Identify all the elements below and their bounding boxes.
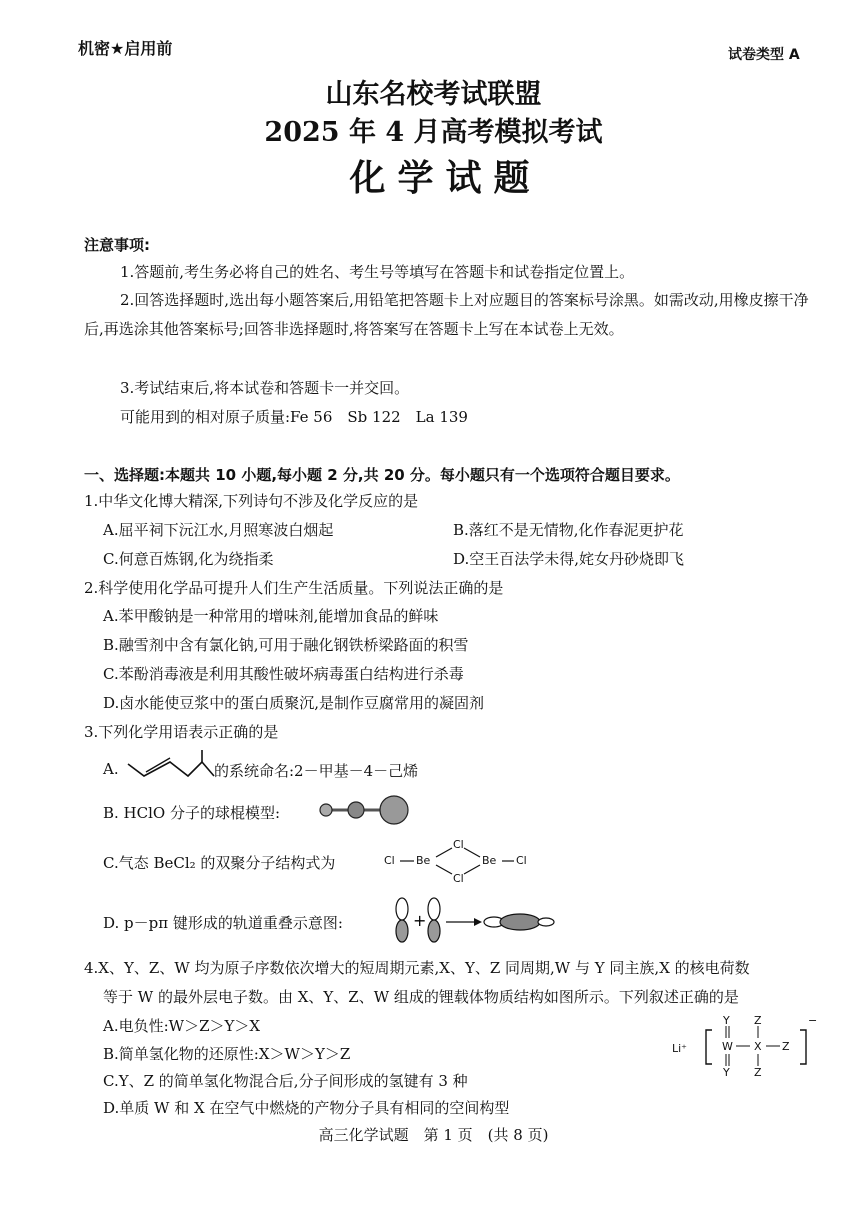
- question-4-option-b: B.简单氢化物的还原性:X＞W＞Y＞Z: [103, 1045, 351, 1063]
- struct-y-top: Y: [723, 1014, 730, 1027]
- struct-be-left: Be: [416, 854, 431, 867]
- struct-z-bottom: Z: [754, 1066, 762, 1079]
- struct-cl-top: Cl: [453, 838, 464, 851]
- struct-cl-left: Cl: [384, 854, 395, 867]
- question-1-option-c: C.何意百炼钢,化为绕指柔: [103, 550, 274, 568]
- exam-name-title: 2025 年 4 月高考模拟考试: [264, 117, 603, 148]
- struct-z-right: Z: [782, 1040, 790, 1053]
- notice-item-3: 3.考试结束后,将本试卷和答题卡一并交回。: [120, 379, 410, 397]
- notice-item-1: 1.答题前,考生务必将自己的姓名、考生号等填写在答题卡和试卷指定位置上。: [120, 263, 635, 281]
- struct-x: X: [754, 1040, 762, 1053]
- section-heading: 一、选择题:本题共 10 小题,每小题 2 分,共 20 分。每小题只有一个选项符合题目要求。: [84, 466, 680, 484]
- struct-li-ion: Li⁺: [672, 1042, 687, 1055]
- skeletal-formula-image: [124, 750, 216, 782]
- ball-and-stick-model-image: [312, 794, 412, 826]
- subject-title: 化学试题: [349, 157, 542, 199]
- question-4-option-a: A.电负性:W＞Z＞Y＞X: [103, 1017, 261, 1035]
- question-1-stem: 1.中华文化博大精深,下列诗句不涉及化学反应的是: [84, 492, 419, 510]
- question-3-option-a-label: A.: [103, 760, 119, 778]
- svg-text:+: +: [413, 911, 427, 930]
- question-2-option-a: A.苯甲酸钠是一种常用的增味剂,能增加食品的鲜味: [103, 607, 439, 625]
- question-3-stem: 3.下列化学用语表示正确的是: [84, 723, 279, 741]
- question-2-stem: 2.科学使用化学品可提升人们生产生活质量。下列说法正确的是: [84, 579, 504, 597]
- atomic-mass-line: 可能用到的相对原子质量:Fe 56 Sb 122 La 139: [120, 408, 468, 426]
- question-3-option-c-text: C.气态 BeCl₂ 的双聚分子结构式为: [103, 854, 336, 872]
- struct-be-right: Be: [482, 854, 497, 867]
- confidential-label: 机密★启用前: [78, 39, 173, 58]
- notice-heading: 注意事项:: [84, 236, 150, 254]
- struct-w: W: [722, 1040, 733, 1053]
- question-2-option-c: C.苯酚消毒液是利用其酸性破坏病毒蛋白结构进行杀毒: [103, 665, 464, 683]
- question-1-option-a: A.屈平祠下沅江水,月照寒波白烟起: [103, 521, 334, 539]
- question-4-stem-line-1: 4.X、Y、Z、W 均为原子序数依次增大的短周期元素,X、Y、Z 同周期,W 与 Y 同主族,X 的核电荷数: [84, 959, 750, 977]
- struct-charge: −: [808, 1014, 818, 1027]
- paper-type-label: 试卷类型 A: [728, 47, 800, 63]
- question-3-option-d-text: D. p－pπ 键形成的轨道重叠示意图:: [103, 914, 343, 932]
- p-p-pi-orbital-diagram: [388, 896, 558, 946]
- question-2-option-d: D.卤水能使豆浆中的蛋白质聚沉,是制作豆腐常用的凝固剂: [103, 694, 485, 712]
- struct-cl-bottom: Cl: [453, 872, 464, 885]
- page-footer: 高三化学试题 第 1 页 (共 8 页): [318, 1126, 549, 1144]
- question-1-option-b: B.落红不是无情物,化作春泥更护花: [453, 521, 684, 539]
- struct-y-bottom: Y: [723, 1066, 730, 1079]
- question-4-option-c: C.Y、Z 的简单氢化物混合后,分子间形成的氢键有 3 种: [103, 1072, 468, 1090]
- question-4-stem-line-2: 等于 W 的最外层电子数。由 X、Y、Z、W 组成的锂载体物质结构如图所示。下列叙述正确的是: [103, 988, 739, 1006]
- notice-item-2: 2.回答选择题时,选出每小题答案后,用铅笔把答题卡上对应题目的答案标号涂黑。如需改动,用橡皮擦干净后,再选涂其他答案标号;回答非选择题时,将答案写在答题卡上写在本试卷上无效。: [84, 291, 809, 338]
- question-3-option-b-text: B. HClO 分子的球棍模型:: [103, 804, 281, 822]
- struct-z-top: Z: [754, 1014, 762, 1027]
- question-2-option-b: B.融雪剂中含有氯化钠,可用于融化钢铁桥梁路面的积雪: [103, 636, 469, 654]
- question-1-option-d: D.空王百法学未得,姹女丹砂烧即飞: [453, 550, 685, 568]
- struct-cl-right: Cl: [516, 854, 527, 867]
- exam-organizer-title: 山东名校考试联盟: [325, 79, 542, 110]
- question-4-option-d: D.单质 W 和 X 在空气中燃烧的产物分子具有相同的空间构型: [103, 1099, 510, 1117]
- question-3-option-a-text: 的系统命名:2－甲基－4－己烯: [214, 762, 419, 780]
